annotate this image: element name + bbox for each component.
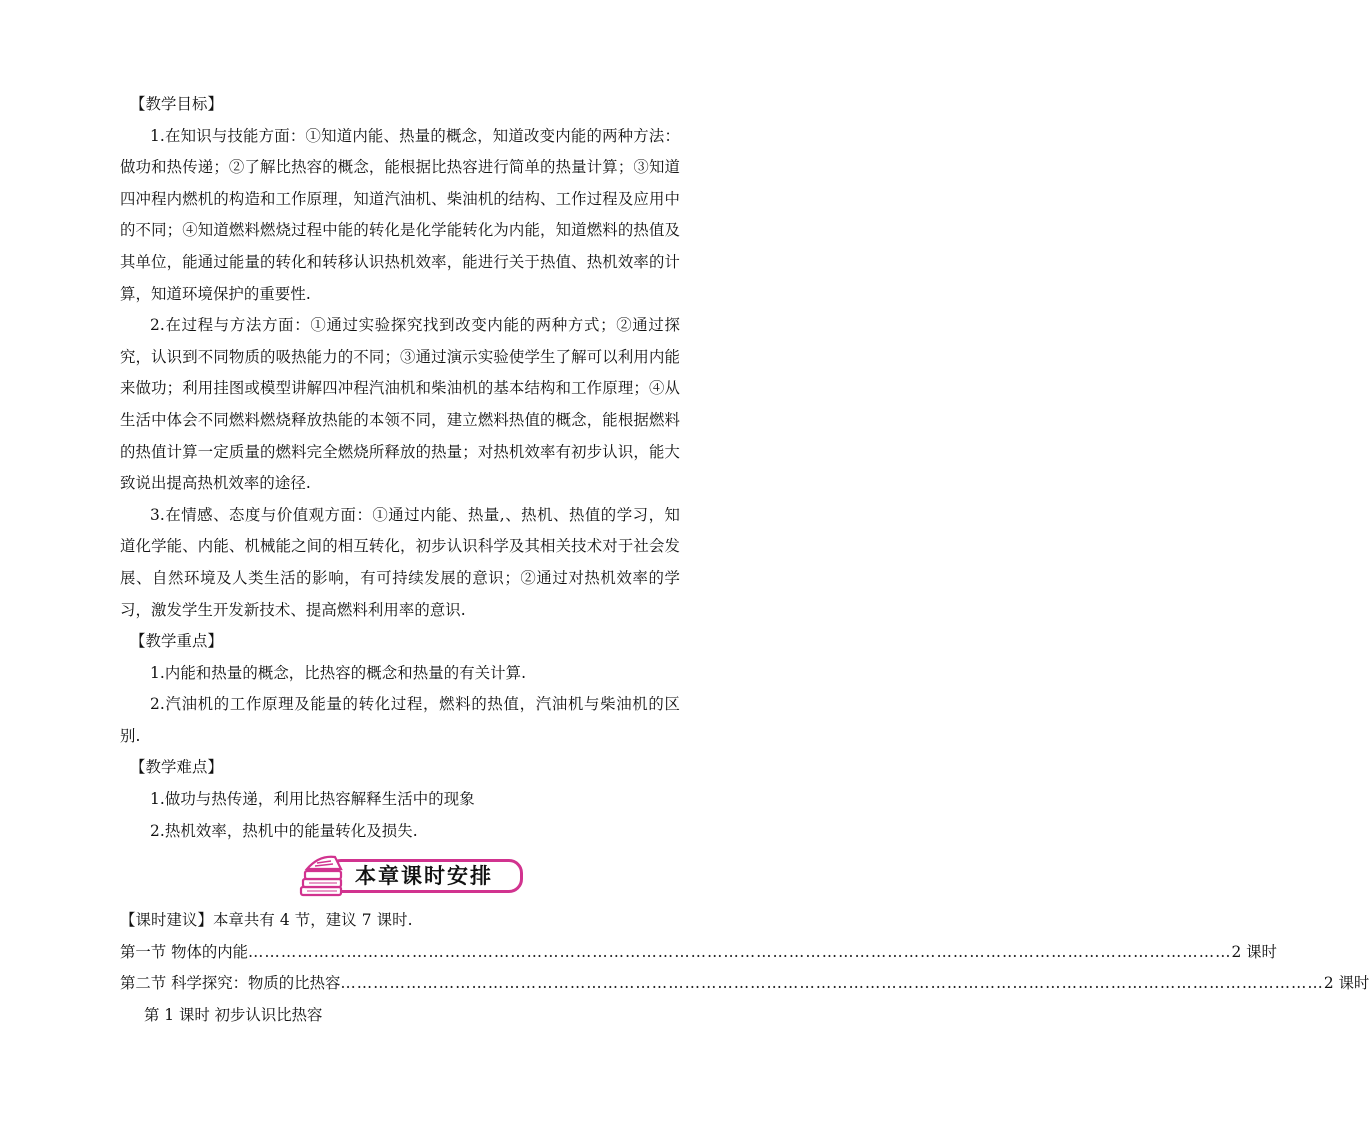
chapter-schedule-banner: [297, 851, 527, 899]
schedule-row-count: 2 课时: [1323, 974, 1369, 993]
chapter-schedule-banner-row: [120, 847, 680, 905]
schedule-suggestion: 【课时建议】本章共有 4 节，建议 7 课时.: [120, 911, 413, 930]
schedule-row-count: 2 课时: [1231, 942, 1277, 961]
schedule-row-leader: ………………………………………………………………………………………………………………………………………………………………: [248, 942, 1232, 961]
schedule-row-title: 第二节 科学探究：物质的比热容: [120, 974, 341, 993]
objectives-item-1: 1.在知识与技能方面：①知道内能、热量的概念，知道改变内能的两种方法：做功和热传递；②了解比热容的概念，能根据比热容进行简单的热量计算；③知道四冲程内燃机的构造和工作原理，知道汽油机、柴油机的结构、工作过程及应用中的不同；④知道燃料燃烧过程中能的转化是化学能转化为内能，知道燃料的热值及其单位，能通过能量的转化和转移认识热机效率，能进行关于热值、热机效率的计算，知道环境保护的重要性.: [120, 126, 680, 303]
schedule-row-title: 第一节 物体的内能: [120, 942, 249, 961]
schedule-row-leader: ………………………………………………………………………………………………………………………………………………………………: [340, 974, 1324, 993]
difficulties-item-2: 2.热机效率，热机中的能量转化及损失.: [150, 821, 418, 840]
objectives-heading: 【教学目标】: [130, 95, 223, 113]
banner-title: 本章课时安排: [355, 864, 493, 889]
difficulties-heading: 【教学难点】: [130, 758, 223, 777]
schedule-row: [120, 968, 1369, 1000]
book-stack-icon: [297, 851, 353, 899]
objectives-item-2: 2.在过程与方法方面：①通过实验探究找到改变内能的两种方式；②通过探究，认识到不同物质的吸热能力的不同；③通过演示实验使学生了解可以利用内能来做功；利用挂图或模型讲解四冲程汽油机和柴油机的基本结构和工作原理；④从生活中体会不同燃料燃烧释放热能的本领不同，建立燃料热值的概念，能根据燃料的热值计算一定质量的燃料完全燃烧所释放的热量；对热机效率有初步认识，能大致说出提高热机效率的途径.: [120, 316, 680, 493]
key-points-heading: 【教学重点】: [130, 632, 223, 651]
schedule-list: [120, 937, 1369, 1000]
key-points-item-2: 2.汽油机的工作原理及能量的转化过程，燃料的热值，汽油机与柴油机的区别.: [120, 695, 680, 745]
document-content: [120, 89, 1369, 1032]
objectives-item-3: 3.在情感、态度与价值观方面：①通过内能、热量,、热机、热值的学习，知道化学能、内能、机械能之间的相互转化，初步认识科学及其相关技术对于社会发展、自然环境及人类生活的影响，有可持续发展的意识；②通过对热机效率的学习，激发学生开发新技术、提高燃料利用率的意识.: [120, 505, 680, 619]
schedule-row: [120, 937, 1277, 969]
schedule-sub-item: 第 1 课时 初步认识比热容: [144, 1006, 323, 1025]
key-points-item-1: 1.内能和热量的概念，比热容的概念和热量的有关计算.: [150, 663, 527, 682]
difficulties-item-1: 1.做功与热传递，利用比热容解释生活中的现象: [150, 790, 475, 809]
